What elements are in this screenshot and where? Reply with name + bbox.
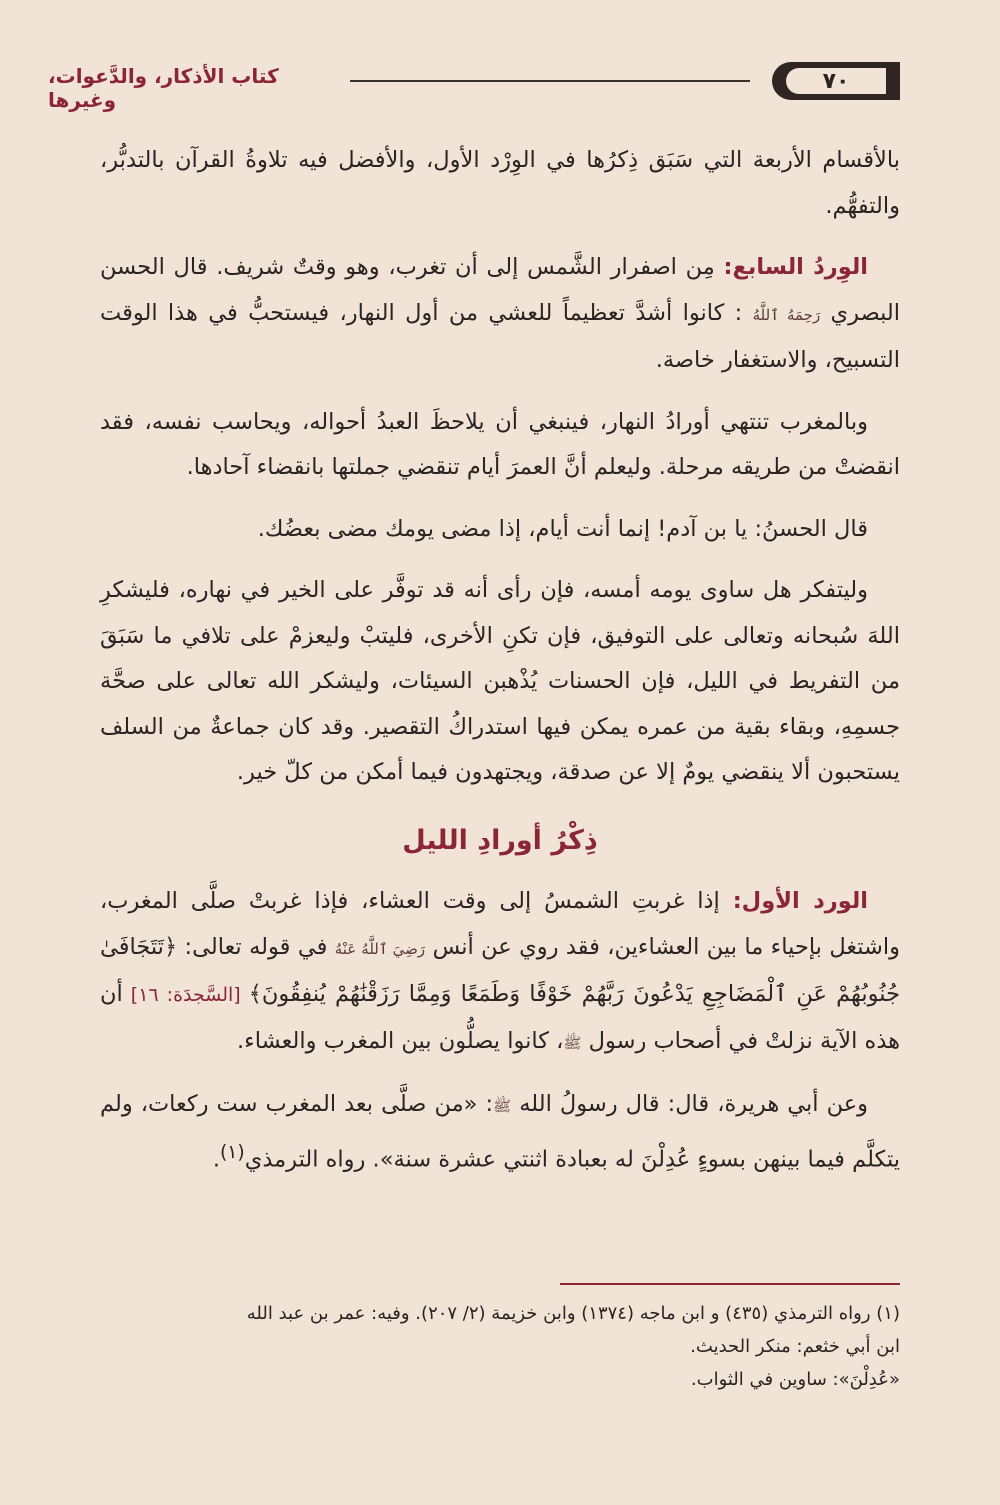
paragraph-6	[100, 879, 900, 1066]
rubric-seventh-wird: الوِردُ السابع:	[723, 254, 869, 280]
footnote-marker: (١)	[219, 1141, 245, 1163]
page-header	[48, 58, 900, 112]
section-title: ذِكْرُ أورادِ الليل	[402, 824, 598, 856]
page-number-badge	[772, 62, 900, 100]
page-number: ٧٠	[786, 68, 886, 94]
quran-verse: ﴿تَتَجَافَىٰ جُنُوبُهُمْ عَنِ ٱلْمَضَاجِعِ يَدْعُونَ رَبَّهُمْ خَوْفًا وَطَمَعًا وَمِمَّا رَزَقْنَٰهُمْ يُنفِقُونَ﴾	[100, 933, 901, 1007]
paragraph-3: وبالمغرب تنتهي أورادُ النهار، فينبغي أن يلاحظَ العبدُ أحواله، ويحاسب نفسه، فقد انقضتْ من طريقه مرحلة. وليعلم أنَّ العمرَ أيام تنقضي جملتها بانقضاء آحادها.	[100, 408, 900, 480]
rubric-first-wird: الورد الأول:	[732, 888, 868, 914]
honorific: ﷺ	[493, 1097, 512, 1115]
paragraph-2-text-a: مِن اصفرار الشَّمس إلى أن تغرب، وهو وقتٌ شريف. قال الحسن البصري	[100, 254, 900, 326]
footnote-1-line-3: «عُدِلْنَ»: ساوين في الثواب.	[690, 1369, 900, 1390]
header-rule	[350, 80, 750, 82]
honorific: رَحِمَهُ ٱللَّهُ	[752, 305, 821, 324]
main-text	[100, 138, 900, 1199]
footnote-1-line-1: (١) رواه الترمذي (٤٣٥) و ابن ماجه (١٣٧٤) وابن خزيمة (٢/ ٢٠٧). وفيه: عمر بن عبد الله	[246, 1303, 900, 1324]
footnotes	[100, 1298, 900, 1397]
paragraph-6-text-c: أن هذه الآية نزلتْ في أصحاب رسول	[100, 981, 900, 1054]
paragraph-6-text-a: إذا غربتِ الشمسُ إلى وقت العشاء، فإذا غربتْ صلَّى المغرب، واشتغل بإحياء ما بين العشاءين، فقد روي عن أنس	[100, 888, 900, 960]
footnote-1-line-2: ابن أبي خثعم: منكر الحديث.	[690, 1336, 900, 1357]
honorific: رَضِيَ ٱللَّهُ عَنْهُ	[334, 939, 426, 958]
verse-reference: [السَّجدَة: ١٦]	[122, 984, 249, 1006]
running-title: كتاب الأذكار، والدَّعوات، وغيرها	[48, 64, 279, 112]
paragraph-7-text-a: وعن أبي هريرة، قال: قال رسولُ الله	[511, 1091, 868, 1117]
paragraph-1: بالأقسام الأربعة التي سَبَق ذِكرُها في الوِرْد الأول، والأفضل فيه تلاوةُ القرآن بالتدبُّر، والتفهُّم.	[100, 147, 900, 219]
paragraph-4: قال الحسنُ: يا بن آدم! إنما أنت أيام، إذا مضى يومك مضى بعضُك.	[257, 515, 868, 542]
honorific: ﷺ	[563, 1033, 582, 1052]
paragraph-7	[100, 1082, 900, 1183]
paragraph-2-text-b: : كانوا أشدَّ تعظيماً للعشي من أول النهار، فيستحبُّ في هذا الوقت التسبيح، والاستغفار خاصة.	[100, 299, 900, 373]
paragraph-7-text-b: : «من صلَّى بعد المغرب ست ركعات، ولم يتكلَّم فيما بينهن بسوءٍ عُدِلْنَ له بعبادة اثنتي عشرة سنة». رواه الترمذي	[100, 1091, 900, 1172]
footnote-rule	[560, 1283, 900, 1285]
paragraph-6-text-d: ، كانوا يصلُّون بين المغرب والعشاء.	[237, 1027, 564, 1054]
paragraph-5: وليتفكر هل ساوى يومه أمسه، فإن رأى أنه قد توفَّر على الخير في نهاره، فليشكرِ اللهَ سُبحانه وتعالى على التوفيق، فإن تكنِ الأخرى، فليتبْ وليعزمْ على تلافي ما سَبَقَ من التفريط في الليل، فإن الحسنات يُذْهبن السيئات، وليشكر الله تعالى على صحَّة جسمِهِ، وبقاء بقية من عمره يمكن فيها استدراكُ التقصير. وقد كان جماعةٌ من السلف يستحبون ألا ينقضي يومٌ إلا عن صدقة، ويجتهدون فيما أمكن من كلّ خير.	[100, 577, 900, 785]
paragraph-7-text-c: .	[212, 1146, 220, 1172]
paragraph-6-text-b: في قوله تعالى:	[177, 933, 335, 960]
paragraph-2	[100, 245, 900, 384]
